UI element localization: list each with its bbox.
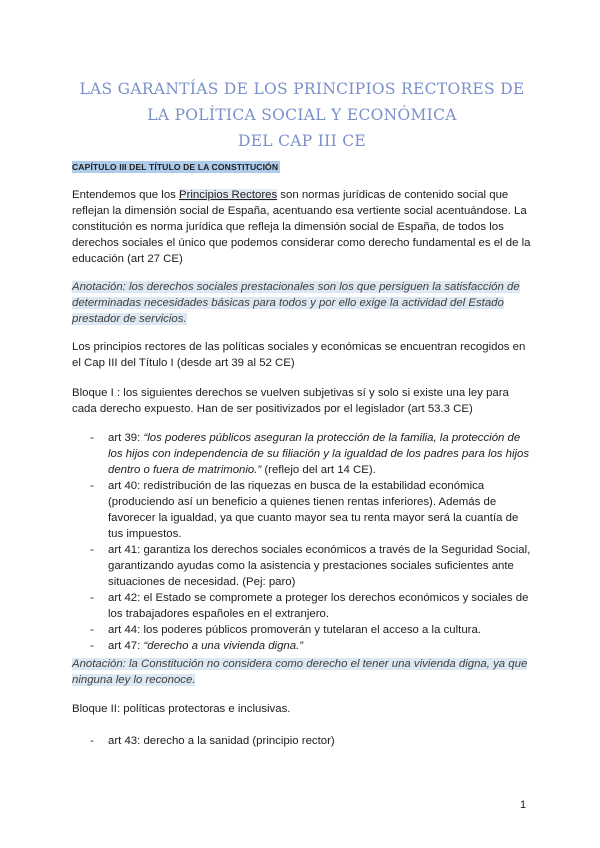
bloque-1-paragraph: Bloque I : los siguientes derechos se vuelven subjetivas sí y solo si existe una ley para cada derecho expuesto. Han de ser positivizados por el legislador (art 53.3 CE) xyxy=(72,387,509,415)
list-item-quote: “derecho a una vivienda digna.” xyxy=(143,640,304,652)
list-item-label: art 42: xyxy=(108,592,144,604)
title-line-1: LAS GARANTÍAS DE LOS PRINCIPIOS RECTORES DE LA POLÍTICA SOCIAL Y ECONÓMICA xyxy=(79,80,525,124)
list-item-text: (reflejo del art 14 CE). xyxy=(261,464,376,476)
list-item xyxy=(72,590,534,622)
page-number: 1 xyxy=(520,799,527,811)
section-heading: CAPÍTULO III DEL TÍTULO DE LA CONSTITUCIÓN xyxy=(72,162,279,172)
principios-rectores-link[interactable]: Principios Rectores xyxy=(179,189,278,201)
list-item-text: redistribución de las riquezas en busca de la estabilidad económica (produciendo así un beneficio a quienes tienen rentas inferiores). Además de favorecer la igualdad, ya que cuanto mayor sea tu renta mayor será la cuantía de tus impuestos. xyxy=(108,480,519,540)
list-item xyxy=(72,638,534,654)
list-item-label: art 39: xyxy=(108,432,144,444)
list-item xyxy=(72,733,534,749)
annotation-2-text: Anotación: la Constitución no considera como derecho el tener una vivienda digna, ya que ninguna ley lo reconoce. xyxy=(72,658,528,686)
list-item-text: garantiza los derechos sociales económicos a través de la Seguridad Social, garantizando ayudas como la asistencia y prestaciones sociales suficientes ante situaciones de necesidad. (Pej: paro) xyxy=(108,544,531,588)
intro-paragraph xyxy=(72,187,534,267)
bloque-2-paragraph: Bloque II: políticas protectoras e inclusivas. xyxy=(72,703,291,715)
bloque-1-list xyxy=(72,430,534,654)
list-dash: - xyxy=(90,735,94,747)
title-line-2: DEL CAP III CE xyxy=(237,132,367,150)
list-item-text: el Estado se compromete a proteger los derechos económicos y sociales de los trabajadores españoles en el extranjero. xyxy=(108,592,529,620)
list-dash: - xyxy=(90,592,94,604)
location-paragraph: Los principios rectores de las políticas sociales y económicas se encuentran recogidos en el Cap III del Título I (desde art 39 al 52 CE) xyxy=(72,341,526,369)
list-dash: - xyxy=(90,544,94,556)
list-dash: - xyxy=(90,432,94,444)
list-item xyxy=(72,430,534,478)
list-dash: - xyxy=(90,480,94,492)
list-item-label: art 40: xyxy=(108,480,144,492)
list-item xyxy=(72,622,534,638)
list-item-quote: “los poderes públicos aseguran la protección de la familia, la protección de los hijos con independencia de su filiación y la igualdad de los padres para los hijos dentro o fuera de matrimonio.” xyxy=(108,432,530,476)
list-item xyxy=(72,542,534,590)
document-title xyxy=(72,76,532,154)
list-item-label: art 47: xyxy=(108,640,144,652)
annotation-2 xyxy=(72,656,534,688)
list-dash: - xyxy=(90,640,94,652)
intro-text-before: Entendemos que los xyxy=(72,189,180,201)
list-dash: - xyxy=(90,624,94,636)
list-item xyxy=(72,478,534,542)
list-item-label: art 41: xyxy=(108,544,144,556)
bloque-2-list xyxy=(72,733,534,749)
list-item-label: art 43: xyxy=(108,735,144,747)
list-item-label: art 44: xyxy=(108,624,144,636)
annotation-1-text: Anotación: los derechos sociales prestacionales son los que persiguen la satisfacción de determinadas necesidades básicas para todos y por ello exige la actividad del Estado prestador de servicios. xyxy=(72,281,520,325)
list-item-text: derecho a la sanidad (principio rector) xyxy=(143,735,335,747)
intro-text-after: son normas jurídicas de contenido social que reflejan la dimensión social de España, acentuando esa vertiente social acentuándose. La constitución es norma jurídica que refleja la dimensión social de España, de todos los derechos sociales el único que podemos considerar como derecho fundamental es el de la educación (art 27 CE) xyxy=(72,189,531,265)
annotation-1 xyxy=(72,279,534,327)
list-item-text: los poderes públicos promoverán y tutelaran el acceso a la cultura. xyxy=(143,624,481,636)
